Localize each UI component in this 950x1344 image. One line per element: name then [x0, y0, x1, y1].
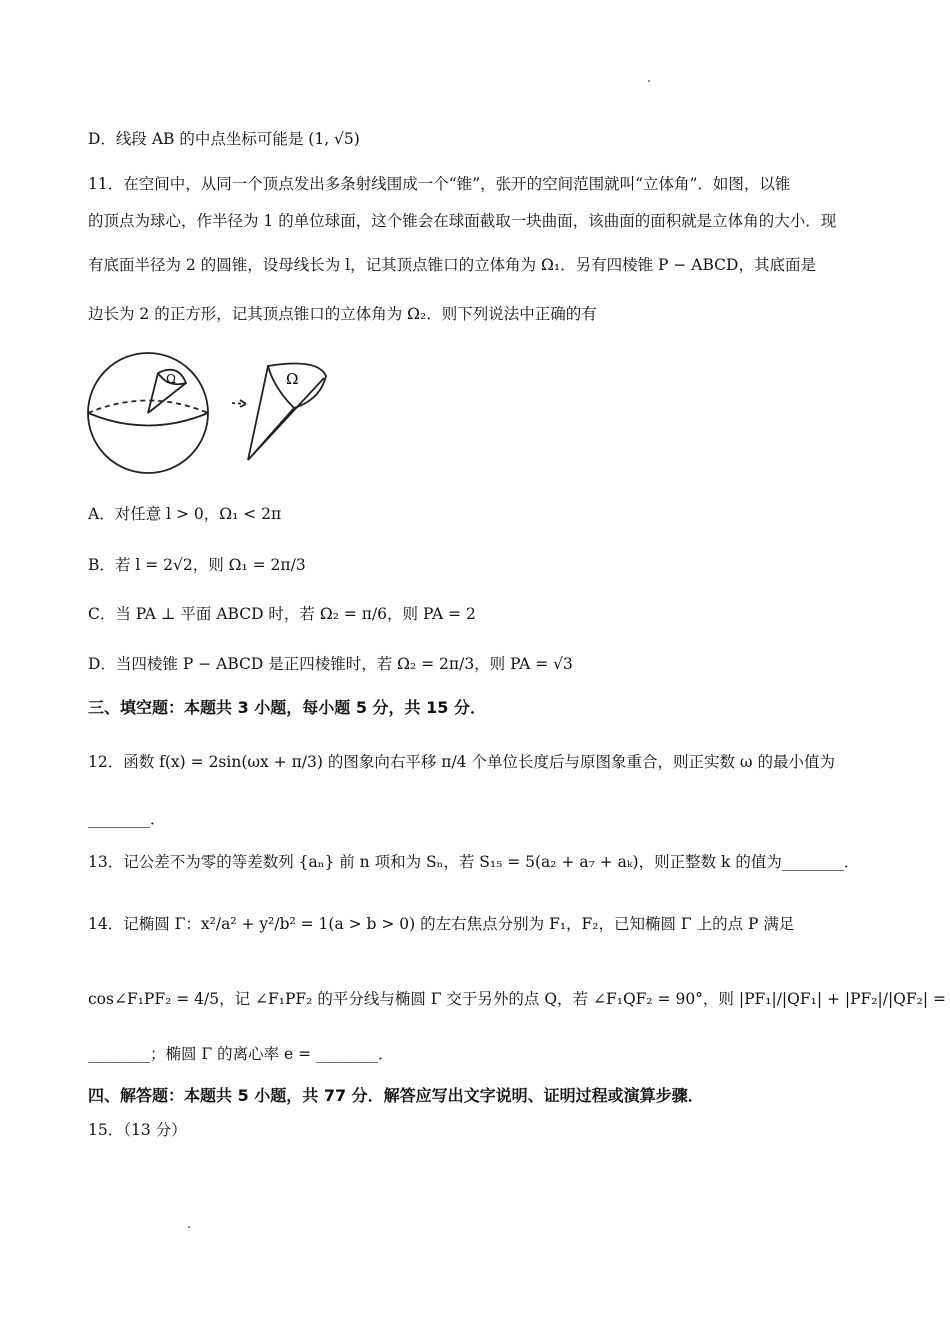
speck-dot-bottom: [188, 1226, 190, 1228]
q11-line-2: 的顶点为球心，作半径为 1 的单位球面，这个锥会在球面截取一块曲面，该曲面的面积就是立体角的大小．现: [88, 212, 837, 230]
section-4-heading: 四、解答题：本题共 5 小题，共 77 分．解答应写出文字说明、证明过程或演算步骤．: [88, 1086, 704, 1105]
q12-line-1: 12．函数 f(x) = 2sin(ωx + π/3) 的图象向右平移 π/4 个单位长度后与原图象重合，则正实数 ω 的最小值为: [88, 753, 835, 771]
solid-angle-figure: [86, 348, 346, 478]
q14-line-1: 14．记椭圆 Γ：x²/a² + y²/b² = 1(a > b > 0) 的左右焦点分别为 F₁，F₂，已知椭圆 Γ 上的点 P 满足: [88, 915, 795, 933]
q13: 13．记公差不为零的等差数列 {aₙ} 前 n 项和为 Sₙ，若 S₁₅ = 5(a₂ + a₇ + aₖ)，则正整数 k 的值为________．: [88, 853, 860, 871]
q14-line-2: cos∠F₁PF₂ = 4/5，记 ∠F₁PF₂ 的平分线与椭圆 Γ 交于另外的点 Q，若 ∠F₁QF₂ = 90°，则 |PF₁|/|QF₁| + |PF₂|/|QF₂| =: [88, 990, 946, 1008]
q12-line-2: ________．: [88, 810, 166, 828]
speck-dot-top: [648, 80, 650, 82]
q14-line-3: ________；椭圆 Γ 的离心率 e = ________．: [88, 1045, 394, 1063]
option-c-q11: C．当 PA ⊥ 平面 ABCD 时，若 Ω₂ = π/6，则 PA = 2: [88, 605, 476, 623]
option-d-q10: D．线段 AB 的中点坐标可能是 (1, √5): [88, 130, 360, 148]
cone-omega-label: Ω: [286, 370, 299, 388]
q11-line-3: 有底面半径为 2 的圆锥，设母线长为 l，记其顶点锥口的立体角为 Ω₁．另有四棱锥 P − ABCD，其底面是: [88, 256, 816, 274]
q11-line-4: 边长为 2 的正方形，记其顶点锥口的立体角为 Ω₂．则下列说法中正确的有: [88, 305, 597, 323]
q15-header: 15．（13 分）: [88, 1121, 187, 1139]
option-a-q11: A．对任意 l > 0，Ω₁ < 2π: [88, 505, 282, 523]
sphere-equator-front: [88, 413, 208, 426]
section-3-heading: 三、填空题：本题共 3 小题，每小题 5 分，共 15 分．: [88, 698, 486, 717]
option-d-q11: D．当四棱锥 P − ABCD 是正四棱锥时，若 Ω₂ = 2π/3，则 PA = √3: [88, 655, 573, 673]
option-b-q11: B．若 l = 2√2，则 Ω₁ = 2π/3: [88, 556, 306, 574]
sphere-omega-label: Ω: [166, 372, 176, 386]
q11-line-1: 11．在空间中，从同一个顶点发出多条射线围成一个“锥”，张开的空间范围就叫“立体角”．如图，以锥: [88, 175, 791, 193]
